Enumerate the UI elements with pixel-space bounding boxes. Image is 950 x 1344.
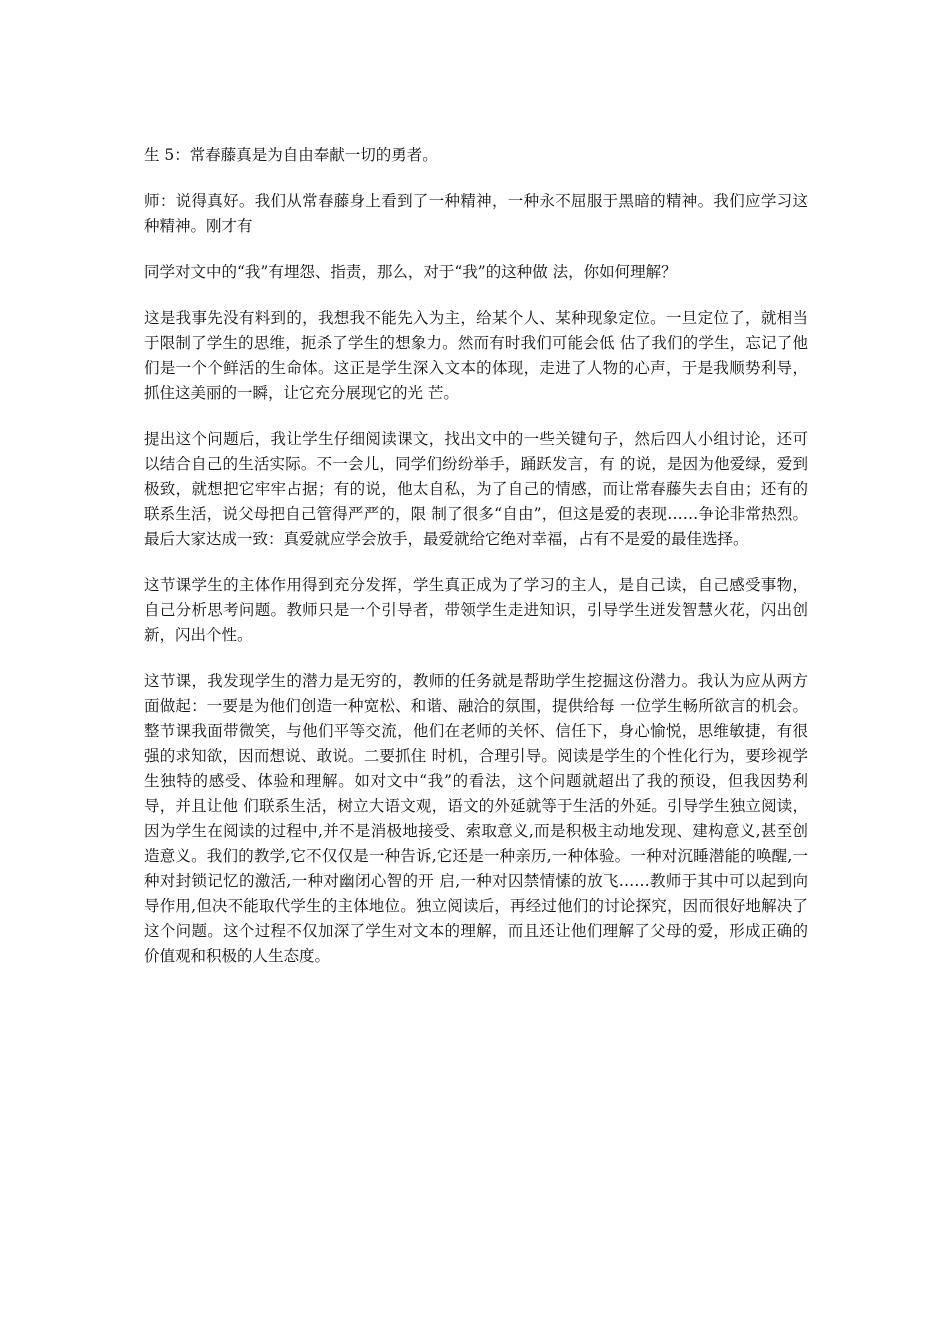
paragraph-student-role: 这节课学生的主体作用得到充分发挥，学生真正成为了学习的主人，是自己读，自己感受事物，自己分析思考问题。教师只是一个引导者，带领学生走进知识，引导学生迸发智慧火花，闪出创新，闪出个性。 <box>144 576 808 644</box>
paragraph-group-discussion: 提出这个问题后，我让学生仔细阅读课文，找出文中的一些关键句子，然后四人小组讨论，还可以结合自己的生活实际。不一会儿，同学们纷纷举手，踊跃发言，有 的说，是因为他爱绿，爱到极致，就想把它牢牢占据；有的说，他太自私，为了自己的情感，而让常春藤失去自由；还有的联系生活，说父母把自己管得严严的，限 制了很多“自由”，但这是爱的表现……争论非常热烈。最后大家达成一致：真爱就应学会放手，最爱就给它绝对幸福，占有不是爱的最佳选择。 <box>144 430 808 548</box>
document-body <box>144 143 808 990</box>
paragraph-reflection-unexpected: 这是我事先没有料到的，我想我不能先入为主，给某个人、某种现象定位。一旦定位了，就相当于限制了学生的思维，扼杀了学生的想象力。然而有时我们可能会低 估了我们的学生，忘记了他们是一个个鲜活的生命体。这正是学生深入文本的体现，走进了人物的心声，于是我顺势利导，抓住这美丽的一瞬，让它充分展现它的光 芒。 <box>144 309 808 402</box>
paragraph-student-potential: 这节课，我发现学生的潜力是无穷的，教师的任务就是帮助学生挖掘这份潜力。我认为应从两方面做起：一要是为他们创造一种宽松、和谐、融洽的氛围，提供给每 一位学生畅所欲言的机会。整节课我面带微笑，与他们平等交流，他们在老师的关怀、信任下，身心愉悦，思维敏捷，有很强的求知欲，因而想说、敢说。二要抓住 时机，合理引导。阅读是学生的个性化行为，要珍视学生独特的感受、体验和理解。如对文中“我”的看法，这个问题就超出了我的预设，但我因势利导，并且让他 们联系生活，树立大语文观，语文的外延就等于生活的外延。引导学生独立阅读，因为学生在阅读的过程中,并不是消极地接受、索取意义,而是积极主动地发现、建构意义,甚至创造意义。我们的教学,它不仅仅是一种告诉,它还是一种亲历,一种体验。一种对沉睡潜能的唤醒,一种对封锁记忆的激活,一种对幽闭心智的开 启,一种对囚禁情愫的放飞……教师于其中可以起到向导作用,但决不能取代学生的主体地位。独立阅读后，再经过他们的讨论探究，因而很好地解决了这个问题。这个过程不仅加深了学生对文本的理解，而且还让他们理解了父母的爱，形成正确的价值观和积极的人生态度。 <box>144 672 808 965</box>
paragraph-student5-answer: 生 5：常春藤真是为自由奉献一切的勇者。 <box>144 146 438 164</box>
paragraph-teacher-comment: 师：说得真好。我们从常春藤身上看到了一种精神，一种永不屈服于黑暗的精神。我们应学习这种精神。刚才有 <box>144 192 808 235</box>
paragraph-question: 同学对文中的“我”有埋怨、指责，那么，对于“我”的这种做 法，你如何理解？ <box>144 263 677 281</box>
